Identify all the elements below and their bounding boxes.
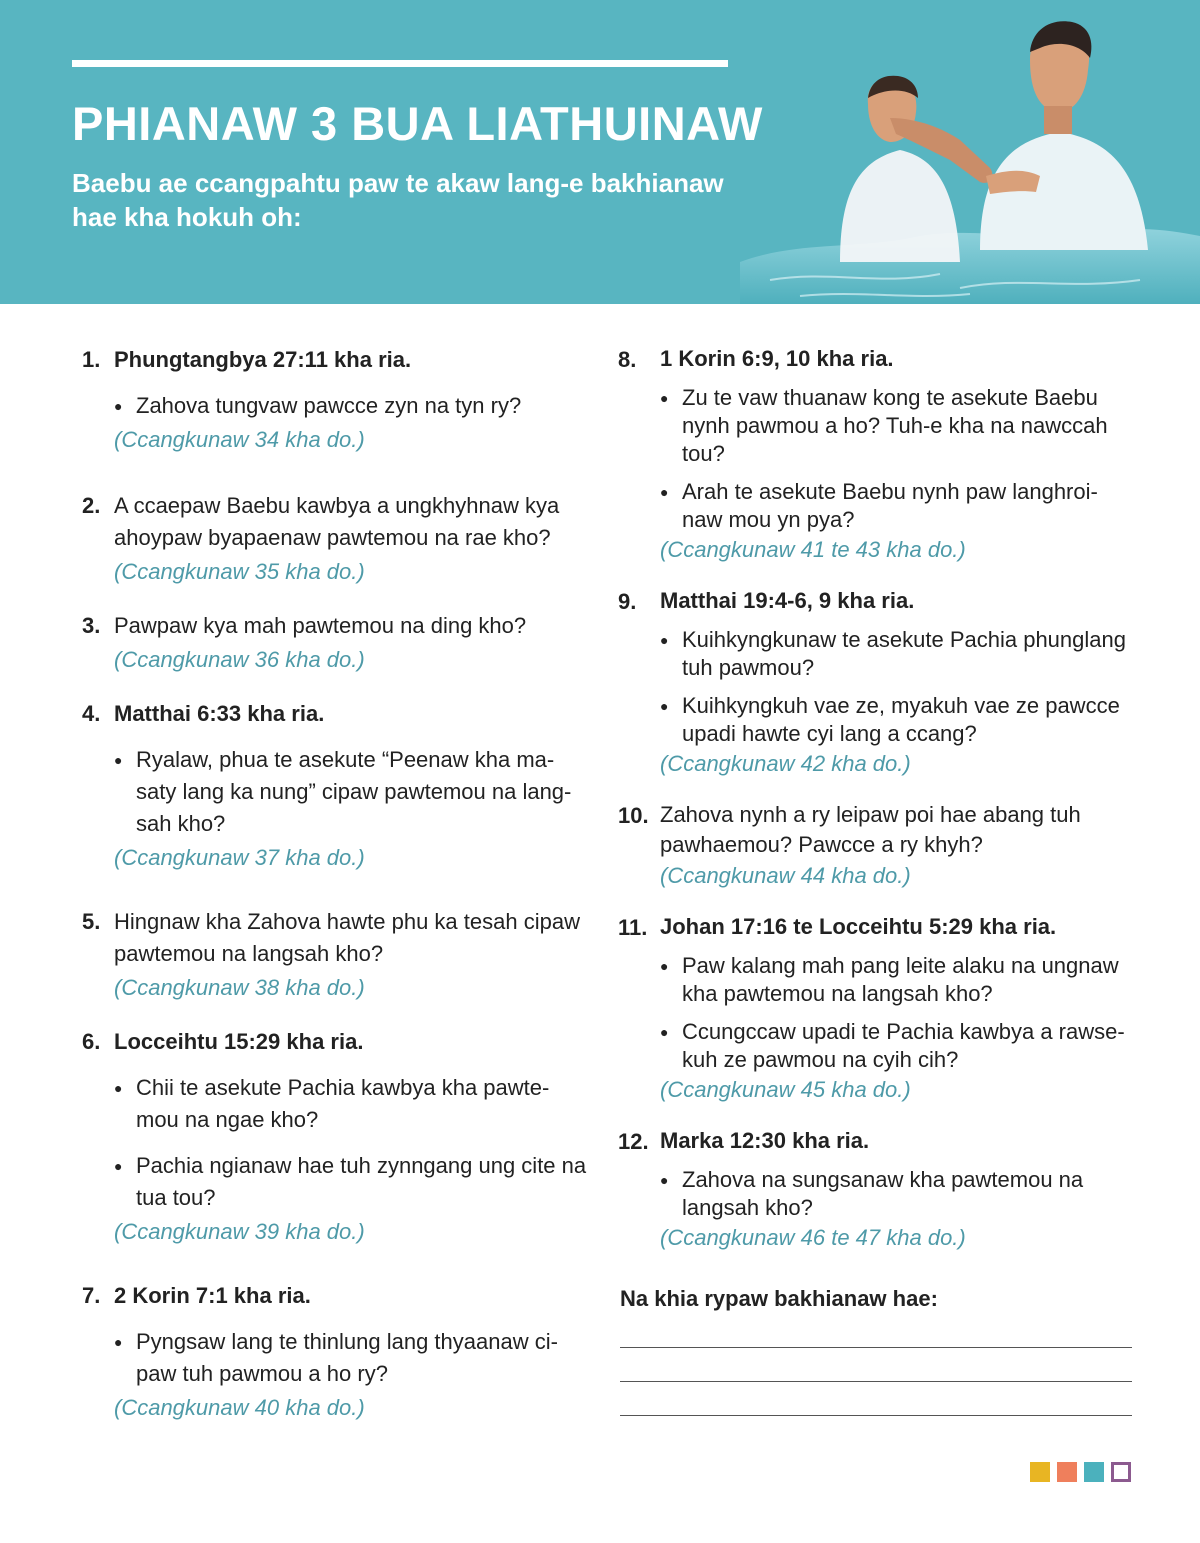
- reference-text: (Ccangkunaw 36 kha do.): [114, 647, 365, 672]
- question-number: 8.: [618, 347, 637, 372]
- question-text: Locceihtu 15:29 kha ria.: [114, 1029, 364, 1054]
- color-square-yellow: [1030, 1462, 1050, 1482]
- left-column: [82, 344, 592, 1446]
- question-number: 5.: [82, 909, 101, 934]
- color-square-teal: [1084, 1462, 1104, 1482]
- bullet-item: ● Chii te asekute Pachia kawbya kha pawte-mou na ngae kho?: [114, 1072, 592, 1136]
- reference-text: (Ccangkunaw 35 kha do.): [114, 559, 365, 584]
- question-2: [82, 490, 592, 588]
- reference-text: (Ccangkunaw 40 kha do.): [114, 1395, 365, 1420]
- question-text: A ccaepaw Baebu kawbya a ungkhyhnaw kya ahoypaw byapaenaw pawtemou na rae kho?: [114, 493, 560, 550]
- question-number: 4.: [82, 701, 101, 726]
- question-text: Marka 12:30 kha ria.: [660, 1128, 870, 1153]
- question-number: 3.: [82, 613, 101, 638]
- question-11: [618, 912, 1138, 1104]
- question-number: 11.: [618, 915, 648, 940]
- note-line: [620, 1381, 1132, 1382]
- question-7: [82, 1280, 592, 1424]
- reference-text: (Ccangkunaw 46 te 47 kha do.): [660, 1225, 966, 1250]
- bullet-item: ● Arah te asekute Baebu nynh paw langhroi-naw mou yn pya?: [660, 478, 1138, 534]
- note-line: [620, 1347, 1132, 1348]
- question-5: [82, 906, 592, 1004]
- header-rule: [72, 60, 728, 67]
- notes-title: Na khia rypaw bakhianaw hae:: [620, 1286, 938, 1311]
- reference-text: (Ccangkunaw 44 kha do.): [660, 863, 911, 888]
- question-number: 2.: [82, 493, 101, 518]
- reference-text: (Ccangkunaw 42 kha do.): [660, 751, 911, 776]
- reference-text: (Ccangkunaw 34 kha do.): [114, 427, 365, 452]
- question-12: [618, 1126, 1138, 1252]
- question-number: 10.: [618, 803, 649, 828]
- page-subtitle: Baebu ae ccangpahtu paw te akaw lang-e bakhianaw hae kha hokuh oh:: [72, 168, 724, 232]
- question-number: 7.: [82, 1283, 101, 1308]
- bullet-item: ● Ryalaw, phua te asekute “Peenaw kha ma-saty lang ka nung” cipaw pawtemou na lang-sah kho?: [114, 744, 592, 840]
- question-text: Johan 17:16 te Locceihtu 5:29 kha ria.: [660, 914, 1057, 939]
- question-text: Zahova nynh a ry leipaw poi hae abang tuh pawhaemou? Pawcce a ry khyh?: [660, 802, 1081, 857]
- bullet-item: ● Zahova tungvaw pawcce zyn na tyn ry?: [114, 390, 592, 422]
- reference-text: (Ccangkunaw 37 kha do.): [114, 845, 365, 870]
- question-9: [618, 586, 1138, 778]
- question-text: Hingnaw kha Zahova hawte phu ka tesah cipaw pawtemou na langsah kho?: [114, 909, 580, 966]
- question-number: 6.: [82, 1029, 101, 1054]
- question-number: 12.: [618, 1129, 649, 1154]
- reference-text: (Ccangkunaw 39 kha do.): [114, 1219, 365, 1244]
- bullet-item: ● Pyngsaw lang te thinlung lang thyaanaw ci-paw tuh pawmou a ho ry?: [114, 1326, 592, 1390]
- bullet-item: ● Kuihkyngkuh vae ze, myakuh vae ze pawcce upadi hawte cyi lang a ccang?: [660, 692, 1138, 748]
- question-4: [82, 698, 592, 874]
- bullet-item: ● Zu te vaw thuanaw kong te asekute Baebu nynh pawmou a ho? Tuh-e kha na nawccah tou?: [660, 384, 1138, 468]
- bullet-item: ● Paw kalang mah pang leite alaku na ungnaw kha pawtemou na langsah kho?: [660, 952, 1138, 1008]
- question-text: Phungtangbya 27:11 kha ria.: [114, 347, 412, 372]
- bullet-item: ● Ccungccaw upadi te Pachia kawbya a rawse-kuh ze pawmou na cyih cih?: [660, 1018, 1138, 1074]
- question-6: [82, 1026, 592, 1248]
- bullet-item: ● Pachia ngianaw hae tuh zynngang ung cite na tua tou?: [114, 1150, 592, 1214]
- header-banner: [0, 0, 1200, 304]
- question-number: 9.: [618, 589, 637, 614]
- question-text: Pawpaw kya mah pawtemou na ding kho?: [114, 613, 527, 638]
- question-8: [618, 344, 1138, 564]
- bullet-item: ● Kuihkyngkunaw te asekute Pachia phunglang tuh pawmou?: [660, 626, 1138, 682]
- reference-text: (Ccangkunaw 45 kha do.): [660, 1077, 911, 1102]
- baptism-illustration: [740, 0, 1200, 304]
- right-column: [618, 344, 1138, 1274]
- reference-text: (Ccangkunaw 38 kha do.): [114, 975, 365, 1000]
- color-square-orange: [1057, 1462, 1077, 1482]
- question-text: Matthai 6:33 kha ria.: [114, 701, 325, 726]
- note-line: [620, 1415, 1132, 1416]
- page-title: PHIANAW 3 BUA LIATHUINAW: [72, 97, 763, 150]
- question-1: [82, 344, 592, 456]
- question-3: [82, 610, 592, 676]
- color-square-outline: [1111, 1462, 1131, 1482]
- question-text: Matthai 19:4-6, 9 kha ria.: [660, 588, 915, 613]
- reference-text: (Ccangkunaw 41 te 43 kha do.): [660, 537, 966, 562]
- question-text: 1 Korin 6:9, 10 kha ria.: [660, 346, 894, 371]
- question-10: [618, 800, 1138, 890]
- question-text: 2 Korin 7:1 kha ria.: [114, 1283, 311, 1308]
- bullet-item: ● Zahova na sungsanaw kha pawtemou na langsah kho?: [660, 1166, 1138, 1222]
- question-number: 1.: [82, 347, 101, 372]
